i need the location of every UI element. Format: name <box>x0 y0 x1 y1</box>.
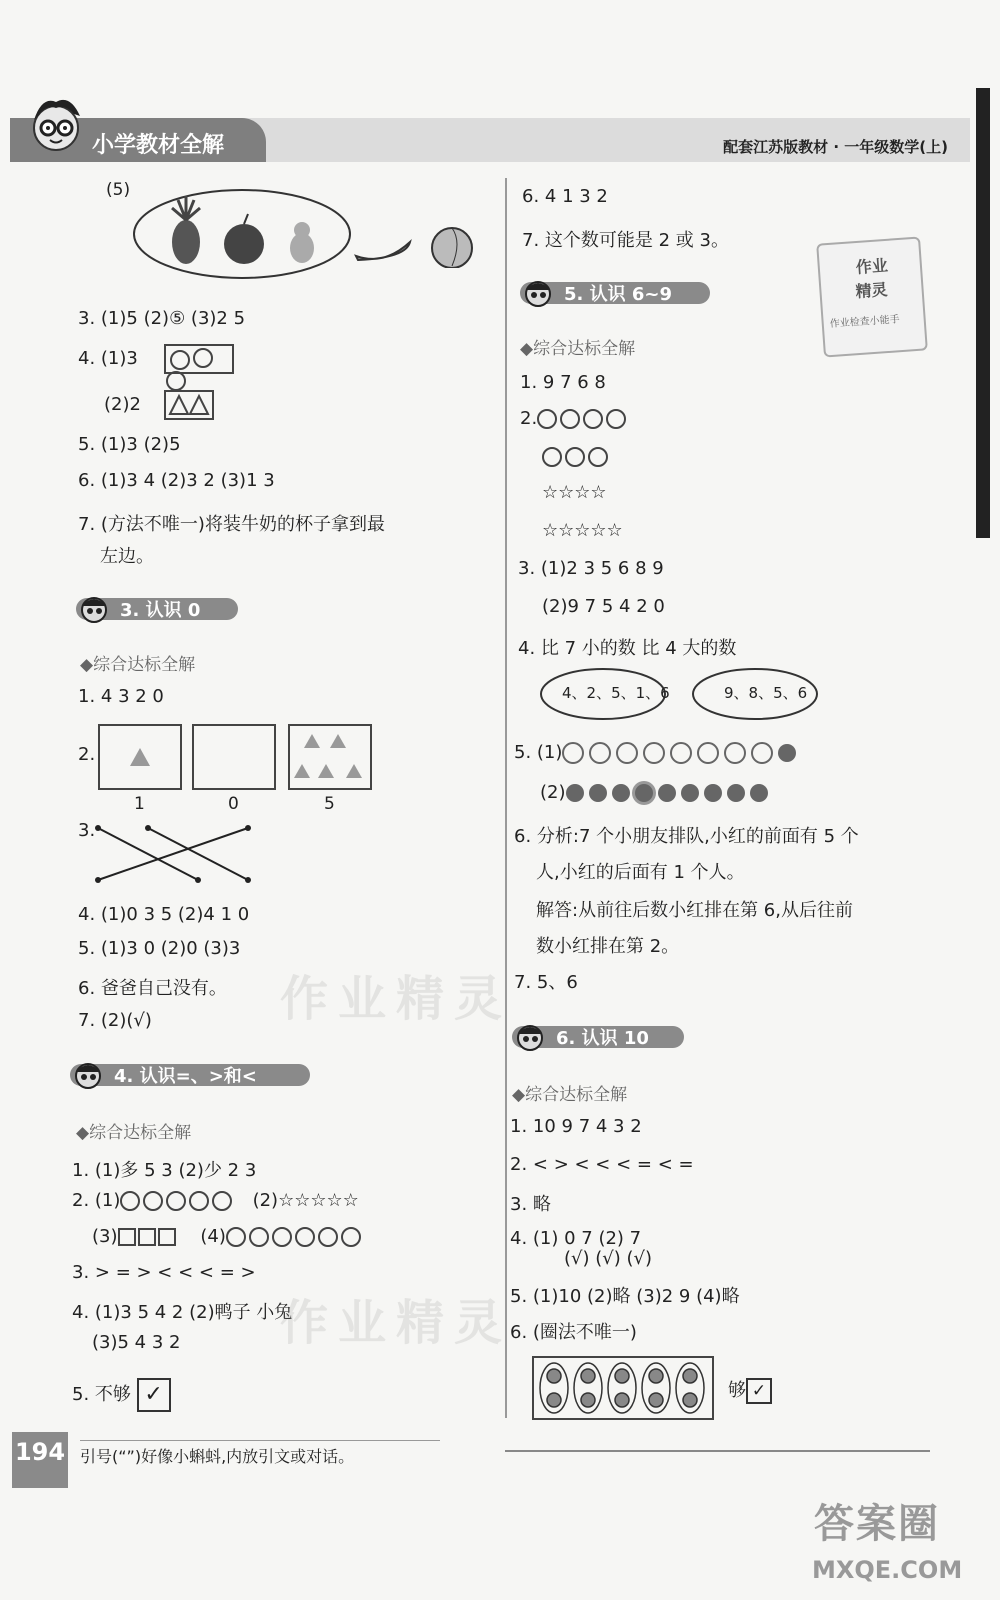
answer-line: 1. 10 9 7 4 3 2 <box>510 1116 642 1137</box>
section-header-4: 4. 认识=、>和< <box>70 1058 310 1090</box>
answer-line: 数小红排在第 2。 <box>536 936 680 957</box>
fruit-group-illustration <box>130 186 354 282</box>
answer-line: 5. (1)3 (2)5 <box>78 434 181 455</box>
watermark: 作业精灵 <box>280 1295 513 1351</box>
footer-rule <box>80 1440 440 1441</box>
answer-line: (2)2 <box>104 394 141 415</box>
page-number: 194 <box>12 1432 68 1488</box>
answer-line: 3. > = > < < < = > <box>72 1262 256 1283</box>
answer-line: 3. (1)5 (2)⑤ (3)2 5 <box>78 308 246 329</box>
answer-line: 2. (1) (2)☆☆☆☆☆ <box>72 1190 359 1211</box>
three-circles-box <box>164 344 234 374</box>
answer-line: (2)9 7 5 4 2 0 <box>542 596 665 617</box>
answer-line: 7. 这个数可能是 2 或 3。 <box>522 230 729 251</box>
answer-line: (3) (4) <box>92 1226 364 1247</box>
answer-line: 6. 爸爸自己没有。 <box>78 978 227 999</box>
answer-line: (5) <box>106 180 131 200</box>
answer-line: 1. 4 3 2 0 <box>78 686 164 707</box>
ellipse-numbers: 9、8、5、6 <box>724 684 808 702</box>
mascot-icon <box>512 1020 550 1052</box>
mascot-icon <box>70 1058 108 1090</box>
two-triangles-box <box>164 390 214 420</box>
mascot-icon <box>520 276 558 308</box>
answer-line: (√) (√) (√) <box>564 1248 652 1269</box>
section-header-6: 6. 认识 10 <box>512 1020 684 1052</box>
answer-line: 5. 不够 ✓ <box>72 1378 171 1412</box>
checkbox-check-icon: ✓ <box>746 1378 772 1404</box>
star-row: ☆☆☆☆☆ <box>542 520 623 541</box>
star-row: ☆☆☆☆ <box>542 482 607 503</box>
answer-line: 4. (1)3 5 4 2 (2)鸭子 小兔 <box>72 1302 293 1323</box>
box-five-triangles <box>288 724 372 790</box>
box-empty <box>192 724 276 790</box>
checkbox-check-icon: ✓ <box>137 1378 171 1412</box>
column-divider <box>505 178 507 1418</box>
answer-line: 7. (方法不唯一)将装牛奶的杯子拿到最 <box>78 514 385 535</box>
answer-line: 4. (1)0 3 5 (2)4 1 0 <box>78 904 250 925</box>
matching-lines <box>90 820 260 886</box>
site-logo: 答案圈 MXQE.COM <box>812 1501 963 1584</box>
header-title: 小学教材全解 <box>92 133 225 158</box>
answer-line: 4. (1)3 <box>78 348 138 369</box>
section-subtitle: ◆综合达标全解 <box>80 655 196 675</box>
answer-line: 2. <box>520 408 629 429</box>
section-subtitle: ◆综合达标全解 <box>512 1085 628 1105</box>
answer-line: 3. (1)2 3 5 6 8 9 <box>518 558 664 579</box>
box-one-triangle <box>98 724 182 790</box>
ellipse-numbers: 4、2、5、1、6 <box>562 684 670 702</box>
section-subtitle: ◆综合达标全解 <box>76 1123 192 1143</box>
circle-row <box>542 446 611 467</box>
section-header-3: 3. 认识 0 <box>76 592 238 624</box>
answer-line: 6. 分析:7 个小朋友排队,小红的前面有 5 个 <box>514 826 859 847</box>
page-edge <box>976 88 990 538</box>
answer-line: 左边。 <box>100 546 154 567</box>
answer-line: 1. 9 7 6 8 <box>520 372 606 393</box>
answer-line: 6. 4 1 3 2 <box>522 186 608 207</box>
mascot-icon <box>22 92 90 160</box>
header-subtitle: 配套江苏版教材 · 一年级数学(上) <box>723 138 948 156</box>
answer-line: 3. <box>78 820 96 841</box>
answer-line: 5. (1)3 0 (2)0 (3)3 <box>78 938 241 959</box>
mascot-icon <box>76 592 114 624</box>
answer-line: 5. (1) <box>514 742 801 764</box>
answer-line: 4. 比 7 小的数 比 4 大的数 <box>518 638 737 659</box>
answer-line: 解答:从前往后数小红排在第 6,从后往前 <box>536 900 853 921</box>
box-label: 5 <box>324 794 335 814</box>
section-subtitle: ◆综合达标全解 <box>520 339 636 359</box>
stamp-badge: 作业 精灵 作业检查小能手 <box>816 237 928 358</box>
answer-line: (3)5 4 3 2 <box>92 1332 181 1353</box>
enough-answer: 够 ✓ <box>728 1376 772 1404</box>
answer-line: 人,小红的后面有 1 个人。 <box>536 862 745 883</box>
answer-line: 2. <box>78 744 96 765</box>
banana-peach-illustration <box>354 222 484 268</box>
box-label: 1 <box>134 794 145 814</box>
answer-line: 5. (1)10 (2)略 (3)2 9 (4)略 <box>510 1286 740 1307</box>
ten-dots-grouping <box>532 1356 714 1420</box>
section-header-5: 5. 认识 6~9 <box>520 276 710 308</box>
answer-line: (2) <box>540 782 773 803</box>
answer-line: 7. 5、6 <box>514 972 578 993</box>
bottom-rule <box>505 1450 930 1452</box>
answer-line: 7. (2)(√) <box>78 1010 152 1031</box>
answer-line: 4. (1) 0 7 (2) 7 <box>510 1228 642 1249</box>
answer-line: 6. (圈法不唯一) <box>510 1322 637 1343</box>
box-label: 0 <box>228 794 239 814</box>
watermark: 作业精灵 <box>280 971 513 1027</box>
answer-line: 6. (1)3 4 (2)3 2 (3)1 3 <box>78 470 275 491</box>
answer-line: 2. < > < < < = < = <box>510 1154 694 1175</box>
answer-line: 1. (1)多 5 3 (2)少 2 3 <box>72 1160 257 1181</box>
footer-note: 引号(“”)好像小蝌蚪,内放引文或对话。 <box>80 1447 355 1466</box>
answer-line: 3. 略 <box>510 1194 551 1215</box>
